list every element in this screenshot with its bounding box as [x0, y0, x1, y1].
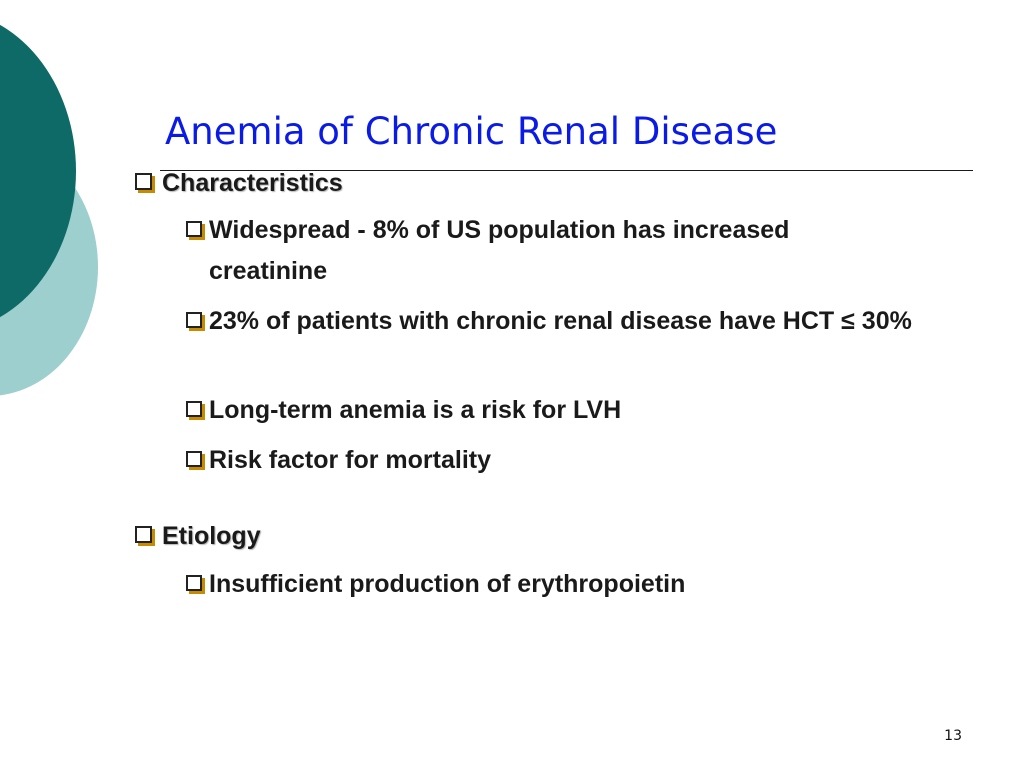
- bullet-item: [186, 301, 946, 342]
- bullet-item: [186, 440, 946, 481]
- bullet-item: [186, 564, 946, 605]
- section-heading-characteristics: [135, 168, 343, 198]
- bullet-text: 23% of patients with chronic renal disease have HCT ≤ 30%: [209, 307, 912, 335]
- checkbox-bullet-icon: [186, 401, 202, 417]
- checkbox-bullet-icon: [186, 312, 202, 328]
- bullet-item: [186, 210, 886, 292]
- page-number: 13: [944, 728, 962, 744]
- section-heading-text: Characteristics: [162, 169, 343, 197]
- section-heading-etiology: [135, 521, 261, 551]
- bullet-text: Widespread - 8% of US population has increased creatinine: [209, 216, 790, 285]
- checkbox-bullet-icon: [186, 575, 202, 591]
- bullet-text: Long-term anemia is a risk for LVH: [209, 396, 622, 424]
- bullet-text: Risk factor for mortality: [209, 446, 492, 474]
- bullet-item: [186, 390, 946, 431]
- slide-title: Anemia of Chronic Renal Disease: [165, 110, 778, 153]
- bullet-text: Insufficient production of erythropoietin: [209, 570, 686, 598]
- checkbox-bullet-icon: [135, 173, 152, 190]
- checkbox-bullet-icon: [186, 451, 202, 467]
- checkbox-bullet-icon: [186, 221, 202, 237]
- section-heading-text: Etiology: [162, 522, 261, 550]
- checkbox-bullet-icon: [135, 526, 152, 543]
